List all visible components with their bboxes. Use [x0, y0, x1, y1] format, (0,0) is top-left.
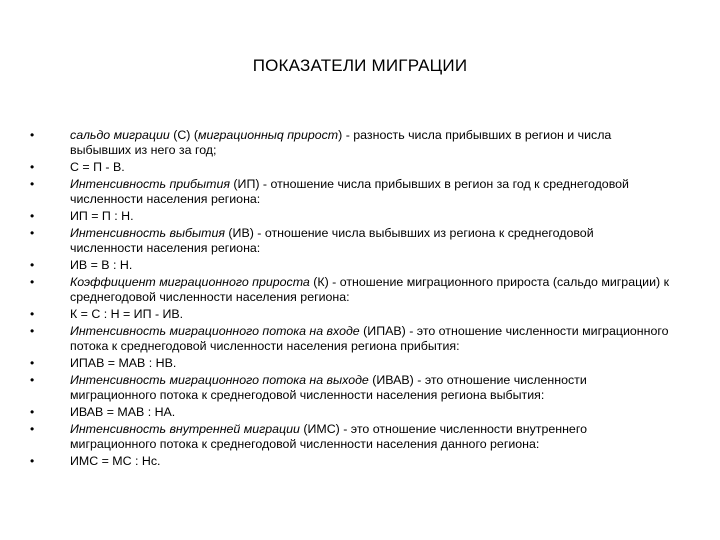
list-item	[0, 275, 670, 305]
bullet-icon: •	[30, 324, 35, 338]
item-term: миграционныq прирост	[198, 128, 339, 142]
list-item	[0, 177, 670, 207]
bullet-icon: •	[30, 226, 35, 240]
bullet-icon: •	[30, 258, 35, 272]
bullet-icon: •	[30, 422, 35, 436]
item-text: ИМС = МС : Нс.	[70, 454, 161, 468]
slide-title: ПОКАЗАТЕЛИ МИГРАЦИИ	[252, 56, 468, 75]
item-text: ИВ = В : Н.	[70, 258, 133, 272]
bullet-icon: •	[30, 128, 35, 142]
item-text: (ИП) - отношение числа прибывших в регион за год к среднегодовой численности населения региона:	[70, 177, 629, 206]
bullet-icon: •	[30, 209, 35, 223]
bullet-icon: •	[30, 454, 35, 468]
list-item	[0, 405, 670, 420]
item-text: К = С : Н = ИП - ИВ.	[70, 307, 184, 321]
bullet-icon: •	[30, 405, 35, 419]
list-item	[0, 226, 670, 256]
item-term: сальдо миграции	[70, 128, 170, 142]
bullet-icon: •	[30, 177, 35, 191]
item-term: Интенсивность внутренней миграции	[70, 422, 300, 436]
item-text: ИП = П : Н.	[70, 209, 134, 223]
bullet-icon: •	[30, 356, 35, 370]
item-text: (С) (	[169, 128, 198, 142]
item-text: ) - разность числа прибывших в регион и числа выбывших из него за год;	[70, 128, 612, 157]
item-text: (К) - отношение миграционного прироста (сальдо миграции) к среднегодовой численности населения региона:	[70, 275, 670, 304]
item-term: Коэффициент миграционного прироста	[70, 275, 310, 289]
item-term: Интенсивность миграционного потока на входе	[70, 324, 360, 338]
item-text: (ИВАВ) - это отношение численности миграционного потока к среднегодовой численности населения региона выбытия:	[70, 373, 587, 402]
list-item	[0, 356, 670, 371]
bullet-icon: •	[30, 275, 35, 289]
list-item	[0, 422, 670, 452]
bullet-icon: •	[30, 373, 35, 387]
item-term: Интенсивность выбытия	[70, 226, 225, 240]
list-item	[0, 128, 670, 158]
bullet-icon: •	[30, 160, 35, 174]
list-item	[0, 373, 670, 403]
item-term: Интенсивность прибытия	[70, 177, 230, 191]
item-text: ИПАВ = МАВ : НВ.	[70, 356, 177, 370]
list-item	[0, 307, 670, 322]
list-item	[0, 324, 670, 354]
list-item	[0, 209, 670, 224]
item-text: С = П - В.	[70, 160, 125, 174]
list-item	[0, 258, 670, 273]
list-item	[0, 160, 670, 175]
item-text: (ИПАВ) - это отношение численности миграционного потока к среднегодовой численности населения региона прибытия:	[70, 324, 669, 353]
item-text: (ИМС) - это отношение численности внутреннего миграционного потока к среднегодовой численности населения данного региона:	[70, 422, 587, 451]
bullet-list	[0, 128, 720, 471]
item-term: Интенсивность миграционного потока на выходе	[70, 373, 369, 387]
list-item	[0, 454, 670, 469]
bullet-icon: •	[30, 307, 35, 321]
item-text: (ИВ) - отношение числа выбывших из региона к среднегодовой численности населения региона:	[70, 226, 594, 255]
item-text: ИВАВ = МАВ : НА.	[70, 405, 176, 419]
